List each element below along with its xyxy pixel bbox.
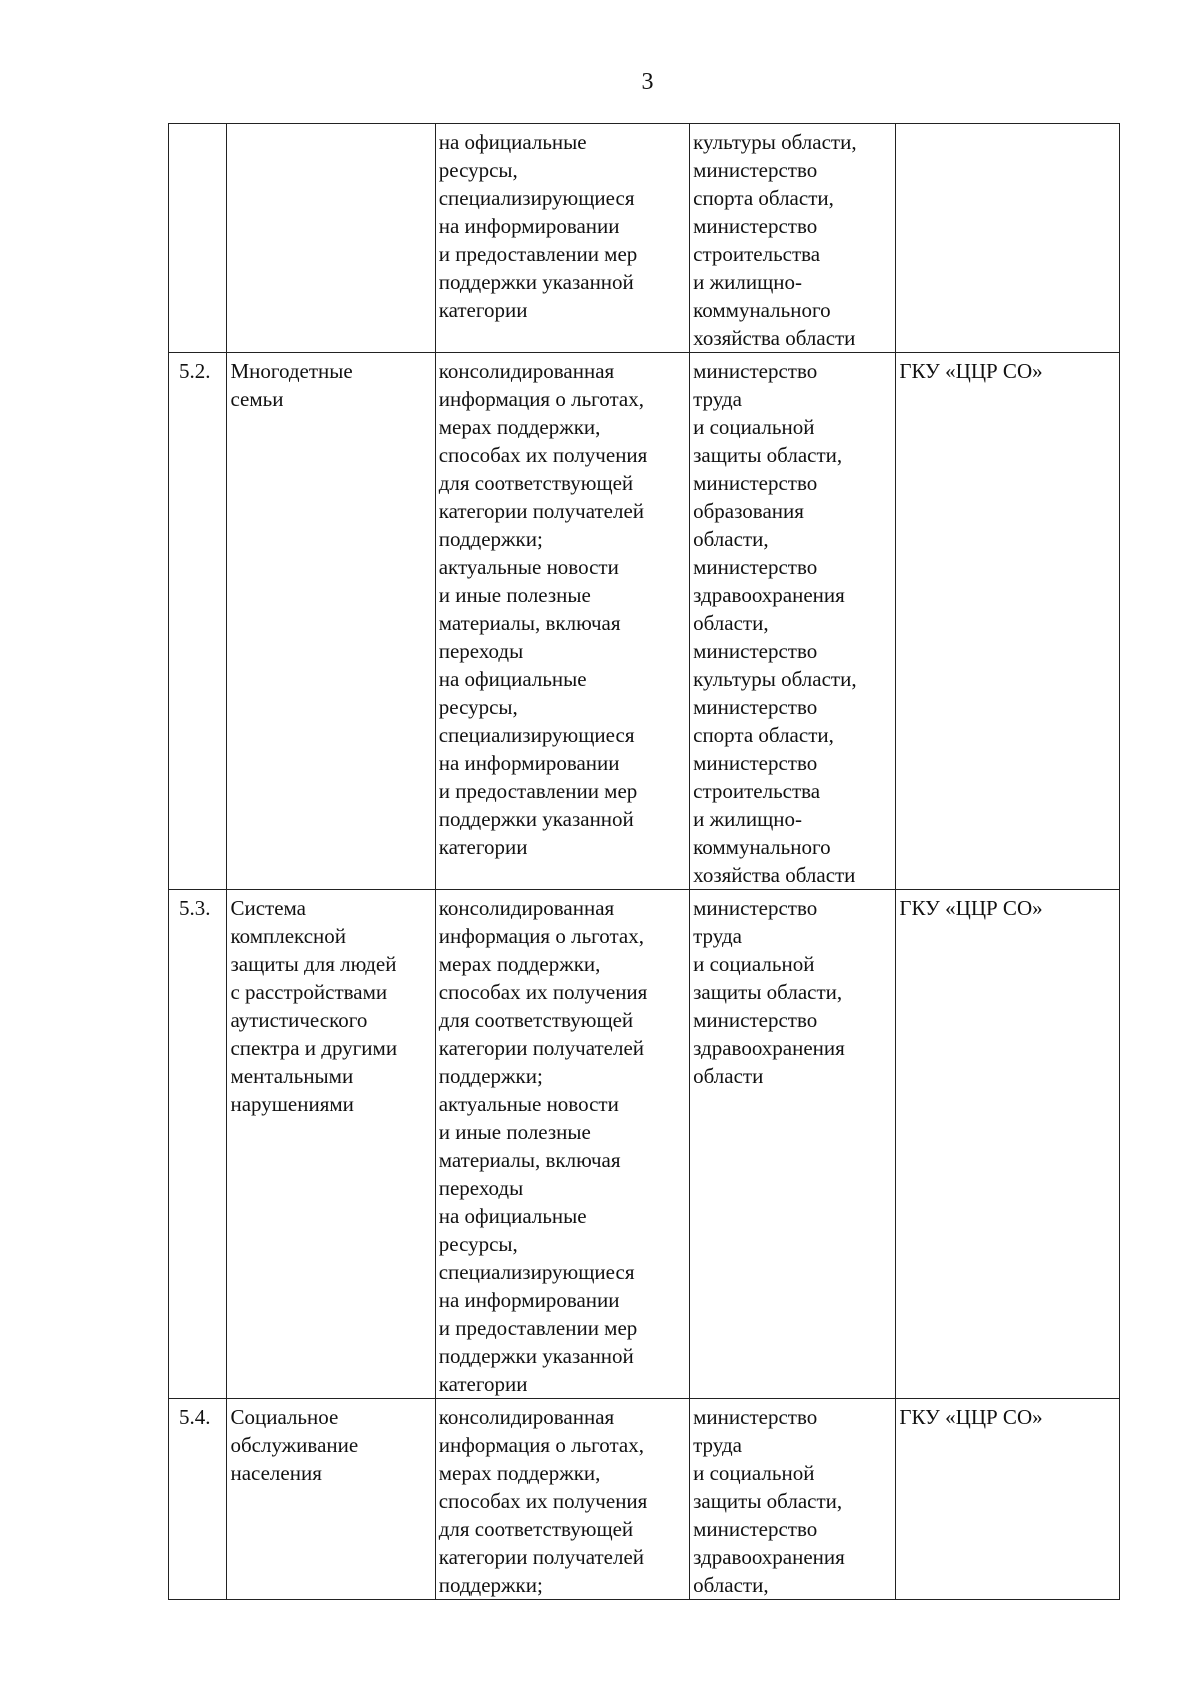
category-cell: Многодетные семьи bbox=[227, 353, 435, 890]
row-number-cell: 5.2. bbox=[169, 353, 227, 890]
ministry-cell: министерство труда и социальной защиты области, министерство здравоохранения области, bbox=[690, 1399, 896, 1600]
content-cell: консолидированная информация о льготах, мерах поддержки, способах их получения для соответствующей категории получателей поддержки; актуальные новости и иные полезные материалы, включая переходы на официальные ресурсы, специализирующиеся на информировании и предоставлении мер поддержки указанной категории bbox=[435, 353, 689, 890]
category-cell bbox=[227, 124, 435, 353]
table-row bbox=[169, 1399, 1120, 1600]
ministry-cell: министерство труда и социальной защиты области, министерство здравоохранения области bbox=[690, 890, 896, 1399]
row-number-cell: 5.3. bbox=[169, 890, 227, 1399]
table-row bbox=[169, 124, 1120, 353]
ministry-cell: культуры области, министерство спорта области, министерство строительства и жилищно- коммунального хозяйства области bbox=[690, 124, 896, 353]
content-cell: на официальные ресурсы, специализирующиеся на информировании и предоставлении мер поддержки указанной категории bbox=[435, 124, 689, 353]
category-cell: Система комплексной защиты для людей с расстройствами аутистического спектра и другими ментальными нарушениями bbox=[227, 890, 435, 1399]
table-row bbox=[169, 353, 1120, 890]
page-number: 3 bbox=[641, 69, 654, 95]
executor-cell: ГКУ «ЦЦР СО» bbox=[896, 353, 1120, 890]
content-cell: консолидированная информация о льготах, мерах поддержки, способах их получения для соответствующей категории получателей поддержки; bbox=[435, 1399, 689, 1600]
table-row bbox=[169, 890, 1120, 1399]
measures-table bbox=[168, 123, 1120, 1600]
executor-cell bbox=[896, 124, 1120, 353]
executor-cell: ГКУ «ЦЦР СО» bbox=[896, 1399, 1120, 1600]
row-number-cell bbox=[169, 124, 227, 353]
content-cell: консолидированная информация о льготах, мерах поддержки, способах их получения для соответствующей категории получателей поддержки; актуальные новости и иные полезные материалы, включая переходы на официальные ресурсы, специализирующиеся на информировании и предоставлении мер поддержки указанной категории bbox=[435, 890, 689, 1399]
category-cell: Социальное обслуживание населения bbox=[227, 1399, 435, 1600]
ministry-cell: министерство труда и социальной защиты области, министерство образования области, министерство здравоохранения области, министерство культуры области, министерство спорта области, министерство строительства и жилищно- коммунального хозяйства области bbox=[690, 353, 896, 890]
row-number-cell: 5.4. bbox=[169, 1399, 227, 1600]
executor-cell: ГКУ «ЦЦР СО» bbox=[896, 890, 1120, 1399]
